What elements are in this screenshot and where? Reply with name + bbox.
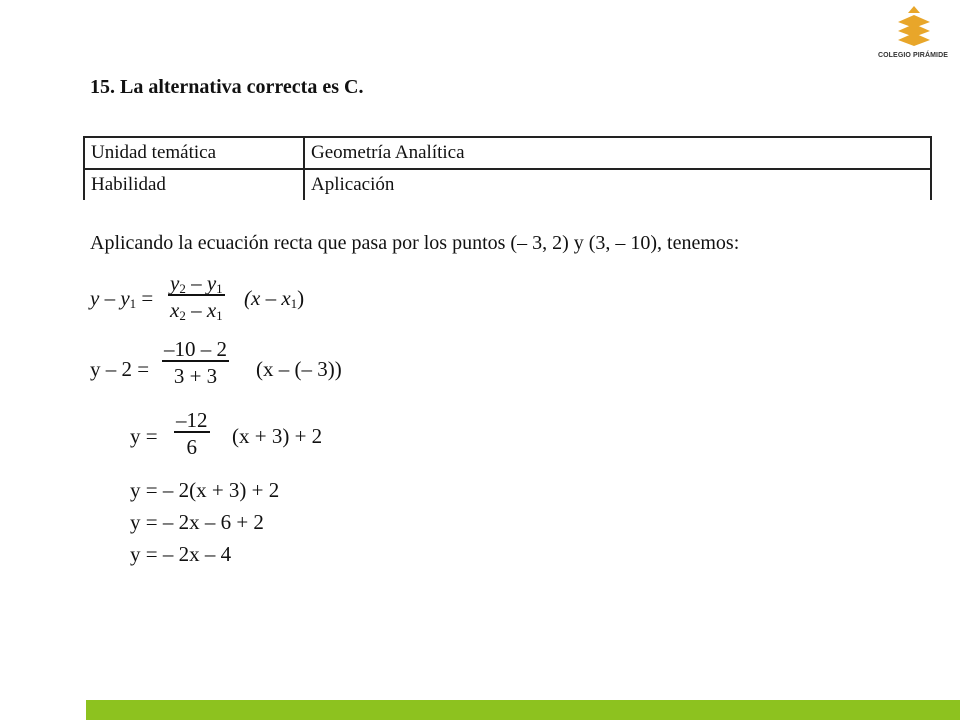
pyramid-logo-icon: [896, 4, 932, 50]
step2-lhs: y =: [130, 424, 158, 448]
table-row: [84, 137, 931, 169]
info-table: [83, 136, 932, 200]
step1-rhs: (x – (– 3)): [256, 357, 342, 381]
step4-equation: y = – 2x – 6 + 2: [130, 510, 264, 534]
logo-text: COLEGIO PIRÁMIDE: [877, 52, 949, 59]
school-logo: [870, 4, 956, 64]
table-value: Geometría Analítica: [304, 137, 931, 169]
formula-rhs: $(x - x_1)$: [244, 286, 305, 311]
intro-text: Aplicando la ecuación recta que pasa por los puntos (– 3, 2) y (3, – 10), tenemos:: [90, 232, 740, 254]
step3-equation: y = – 2(x + 3) + 2: [130, 478, 280, 502]
step2-fraction: $\frac{-12}{6}$: [176, 408, 208, 459]
table-key: Habilidad: [84, 169, 304, 200]
formula-lhs: y – $y_1$ =: [90, 286, 154, 311]
answer-heading: 15. La alternativa correcta es C.: [90, 76, 364, 98]
step1-equation: [86, 335, 406, 392]
table-value: Aplicación: [304, 169, 931, 200]
step5-equation: y = – 2x – 4: [130, 542, 232, 566]
table-key: Unidad temática: [84, 137, 304, 169]
formula-fraction: $\frac{y_2 - y_1}{x_2 - x_1}$: [170, 271, 223, 323]
step1-lhs: y – 2 =: [90, 357, 150, 381]
step2-rhs: (x + 3) + 2: [232, 424, 323, 448]
step1-fraction: $\frac{-10 - 2}{3 + 3}$: [164, 337, 227, 388]
table-row: [84, 169, 931, 200]
footer-bar: [86, 700, 960, 720]
